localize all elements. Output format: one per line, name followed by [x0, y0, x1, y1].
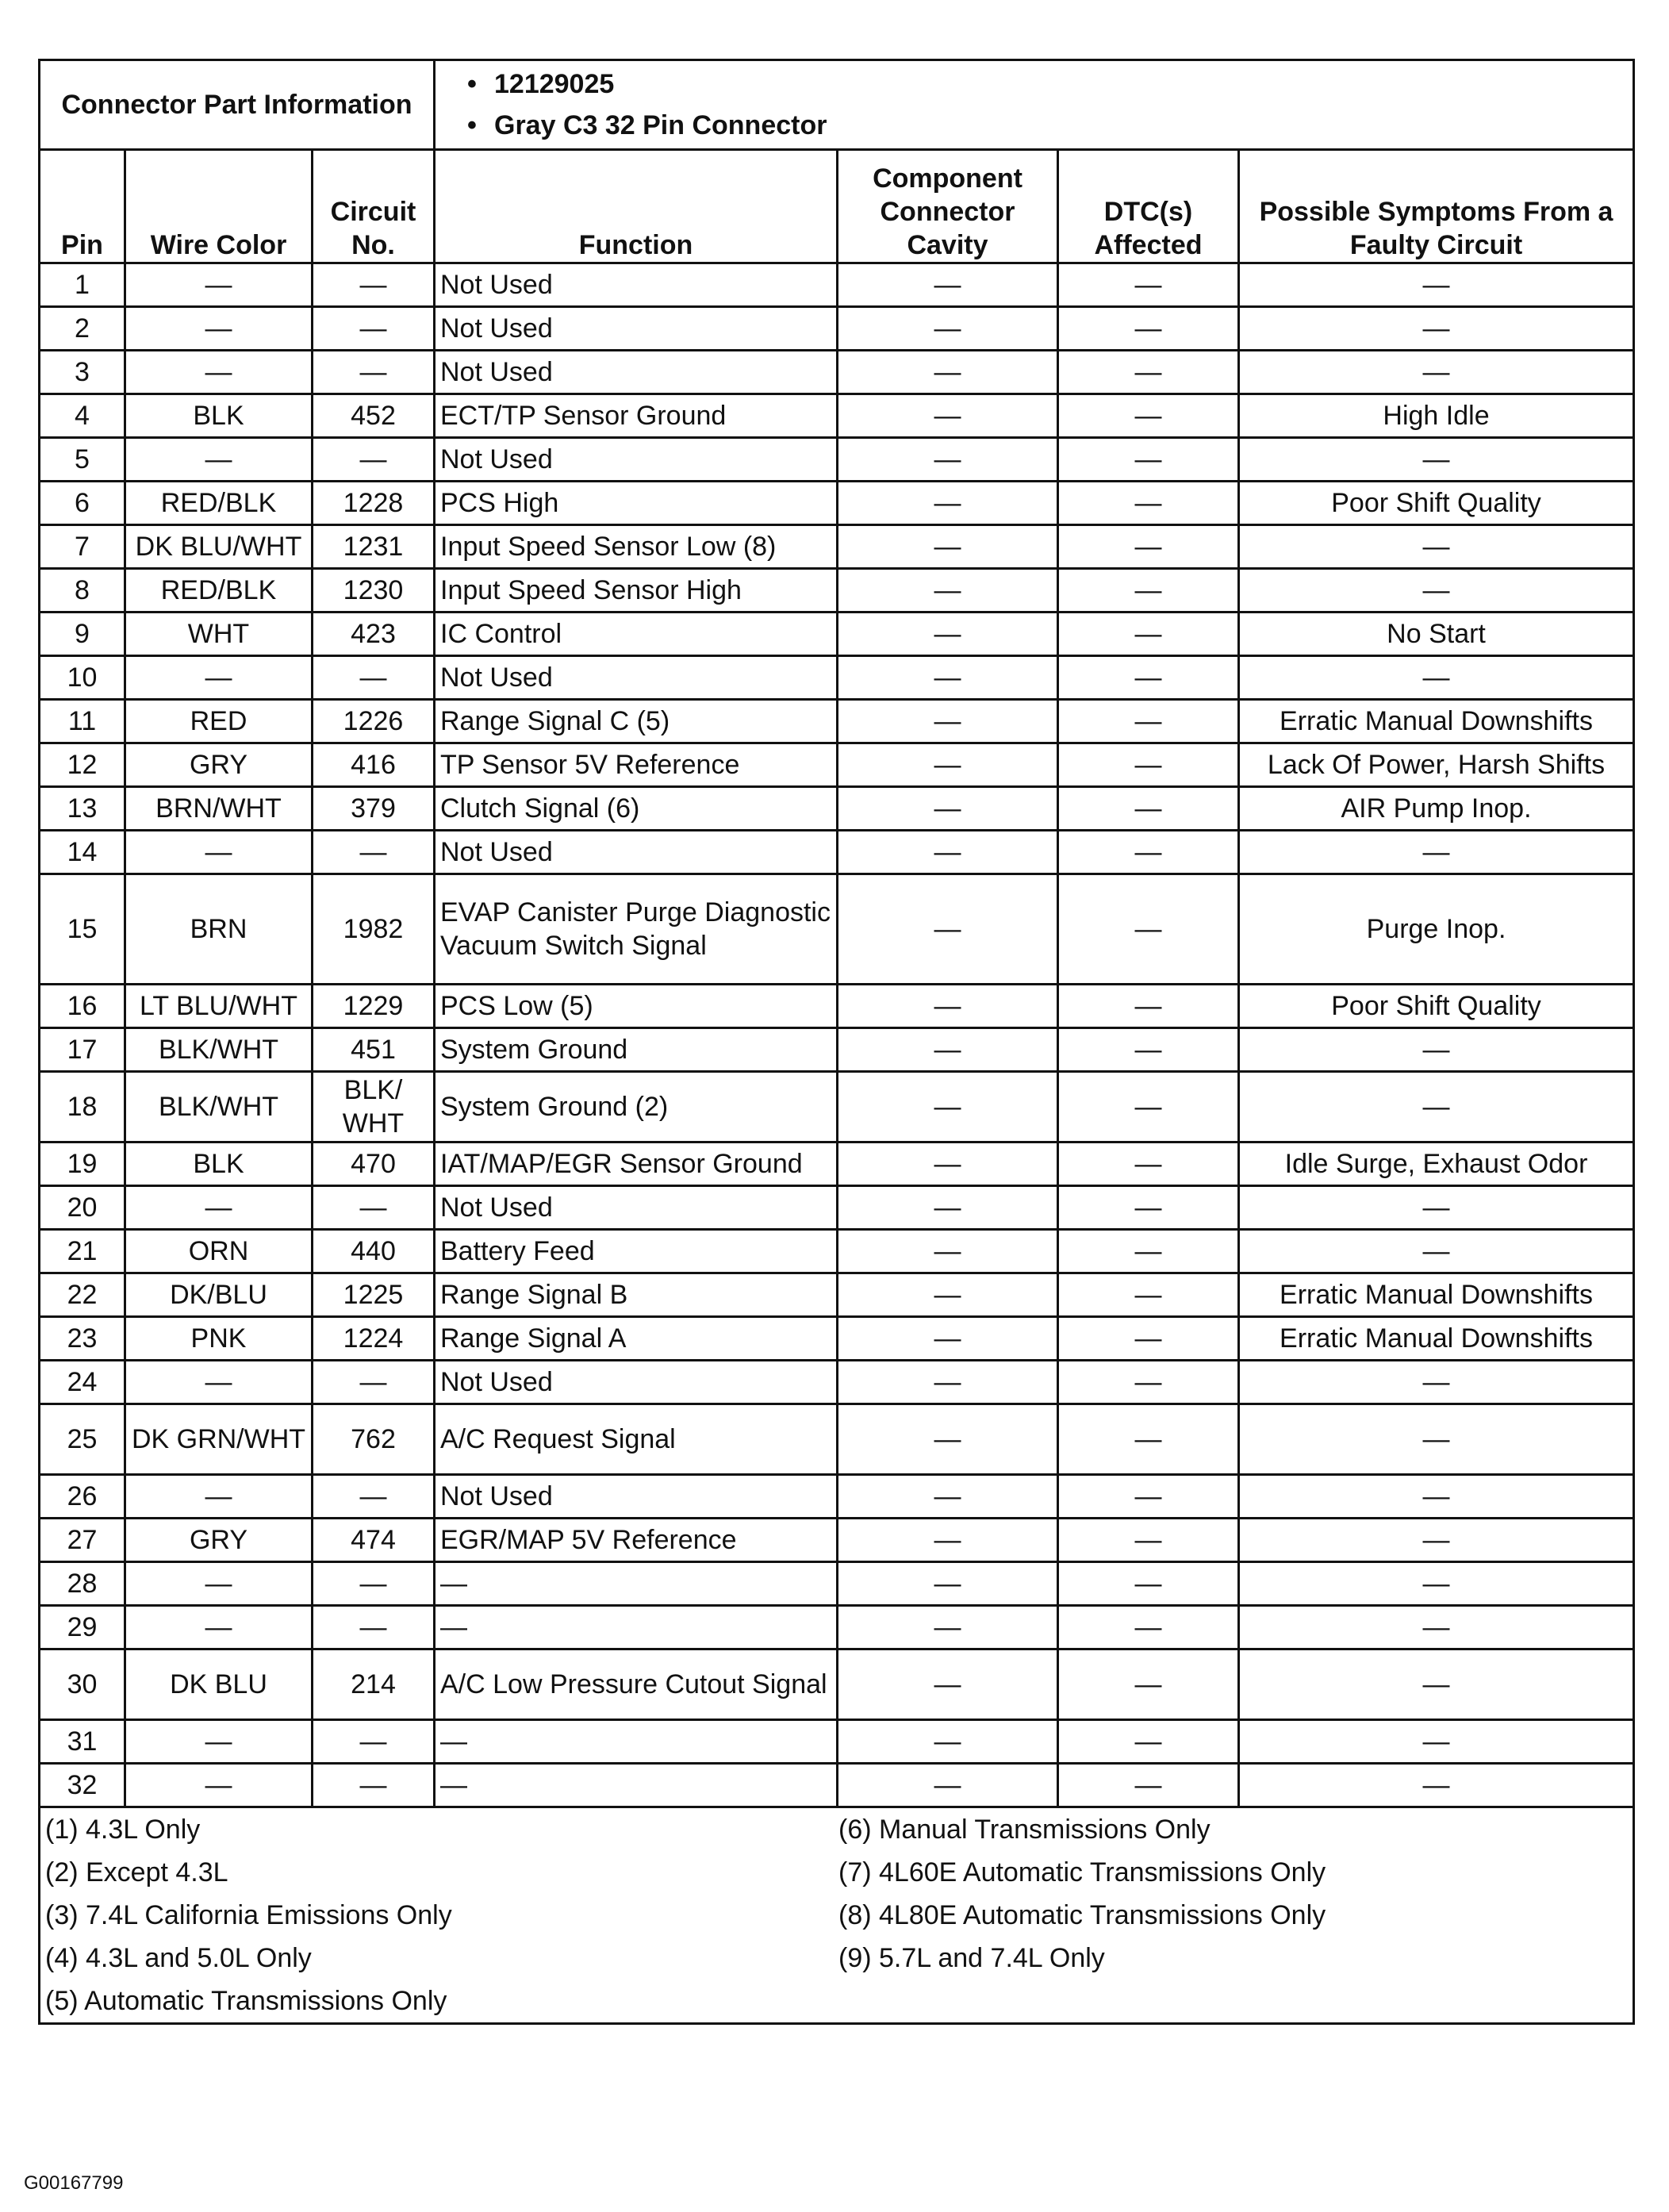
pin-cell: 6 — [40, 482, 125, 525]
dtc-cell: — — [1058, 1230, 1239, 1273]
cavity-cell: — — [838, 1606, 1058, 1649]
col-header-symptoms: Possible Symptoms From a Faulty Circuit — [1239, 150, 1634, 263]
function-cell: ECT/TP Sensor Ground — [435, 394, 838, 438]
function-cell: Battery Feed — [435, 1230, 838, 1273]
cavity-cell: — — [838, 1142, 1058, 1186]
table-row — [40, 438, 1634, 482]
function-cell: Range Signal A — [435, 1317, 838, 1361]
table-row — [40, 985, 1634, 1028]
circuit-no-cell: 1230 — [313, 569, 435, 613]
wire-color-cell: RED/BLK — [125, 569, 313, 613]
cavity-cell: — — [838, 1649, 1058, 1720]
symptom-cell: — — [1239, 569, 1634, 613]
table-row — [40, 831, 1634, 874]
cavity-cell: — — [838, 700, 1058, 743]
dtc-cell: — — [1058, 1317, 1239, 1361]
symptom-cell: — — [1239, 438, 1634, 482]
symptom-cell: — — [1239, 351, 1634, 394]
circuit-no-cell: 416 — [313, 743, 435, 787]
circuit-no-cell: 1226 — [313, 700, 435, 743]
dtc-cell: — — [1058, 1361, 1239, 1404]
circuit-no-cell: — — [313, 1764, 435, 1807]
part-info-label: Connector Part Information — [40, 60, 435, 150]
wire-color-cell: BLK/WHT — [125, 1072, 313, 1142]
pin-cell: 15 — [40, 874, 125, 985]
table-row — [40, 351, 1634, 394]
dtc-cell: — — [1058, 569, 1239, 613]
col-header-function: Function — [435, 150, 838, 263]
dtc-cell: — — [1058, 1764, 1239, 1807]
circuit-no-cell: — — [313, 831, 435, 874]
circuit-no-cell: 451 — [313, 1028, 435, 1072]
wire-color-cell: BLK — [125, 1142, 313, 1186]
circuit-no-cell: 1225 — [313, 1273, 435, 1317]
table-row — [40, 787, 1634, 831]
pin-cell: 5 — [40, 438, 125, 482]
function-cell: Not Used — [435, 656, 838, 700]
symptom-cell: — — [1239, 1230, 1634, 1273]
dtc-cell: — — [1058, 1186, 1239, 1230]
notes-left-column — [45, 1808, 838, 2022]
table-row — [40, 1317, 1634, 1361]
notes-cell — [40, 1807, 1634, 2024]
function-cell: IAT/MAP/EGR Sensor Ground — [435, 1142, 838, 1186]
pin-cell: 4 — [40, 394, 125, 438]
circuit-no-cell: — — [313, 307, 435, 351]
cavity-cell: — — [838, 1720, 1058, 1764]
cavity-cell: — — [838, 394, 1058, 438]
circuit-no-cell: — — [313, 1720, 435, 1764]
wire-color-cell: WHT — [125, 613, 313, 656]
dtc-cell: — — [1058, 525, 1239, 569]
symptom-cell: No Start — [1239, 613, 1634, 656]
cavity-cell: — — [838, 1519, 1058, 1562]
part-info-row — [40, 60, 1634, 150]
pin-cell: 24 — [40, 1361, 125, 1404]
pin-cell: 14 — [40, 831, 125, 874]
wire-color-cell: — — [125, 351, 313, 394]
table-row — [40, 263, 1634, 307]
function-cell: PCS Low (5) — [435, 985, 838, 1028]
function-cell: System Ground — [435, 1028, 838, 1072]
circuit-no-cell: 1231 — [313, 525, 435, 569]
function-cell: — — [435, 1562, 838, 1606]
pin-cell: 27 — [40, 1519, 125, 1562]
function-cell: Not Used — [435, 263, 838, 307]
symptom-cell: Idle Surge, Exhaust Odor — [1239, 1142, 1634, 1186]
wire-color-cell: RED — [125, 700, 313, 743]
function-cell: A/C Low Pressure Cutout Signal — [435, 1649, 838, 1720]
cavity-cell: — — [838, 263, 1058, 307]
cavity-cell: — — [838, 438, 1058, 482]
wire-color-cell: — — [125, 1186, 313, 1230]
function-cell: Input Speed Sensor Low (8) — [435, 525, 838, 569]
pin-cell: 1 — [40, 263, 125, 307]
dtc-cell: — — [1058, 1606, 1239, 1649]
table-row — [40, 1028, 1634, 1072]
function-cell: Input Speed Sensor High — [435, 569, 838, 613]
pin-cell: 32 — [40, 1764, 125, 1807]
pin-cell: 19 — [40, 1142, 125, 1186]
cavity-cell: — — [838, 1475, 1058, 1519]
cavity-cell: — — [838, 656, 1058, 700]
symptom-cell: — — [1239, 307, 1634, 351]
symptom-cell: — — [1239, 1404, 1634, 1475]
function-cell: EGR/MAP 5V Reference — [435, 1519, 838, 1562]
dtc-cell: — — [1058, 656, 1239, 700]
wire-color-cell: DK/BLU — [125, 1273, 313, 1317]
symptom-cell: Poor Shift Quality — [1239, 985, 1634, 1028]
wire-color-cell: — — [125, 307, 313, 351]
symptom-cell: — — [1239, 1186, 1634, 1230]
circuit-no-cell: 452 — [313, 394, 435, 438]
dtc-cell: — — [1058, 263, 1239, 307]
pin-cell: 31 — [40, 1720, 125, 1764]
dtc-cell: — — [1058, 1273, 1239, 1317]
pin-cell: 21 — [40, 1230, 125, 1273]
dtc-cell: — — [1058, 394, 1239, 438]
function-cell: Range Signal C (5) — [435, 700, 838, 743]
col-header-pin: Pin — [40, 150, 125, 263]
dtc-cell: — — [1058, 874, 1239, 985]
wire-color-cell: ORN — [125, 1230, 313, 1273]
function-cell: Not Used — [435, 1361, 838, 1404]
wire-color-cell: — — [125, 656, 313, 700]
table-row — [40, 700, 1634, 743]
pin-cell: 16 — [40, 985, 125, 1028]
circuit-no-cell: 440 — [313, 1230, 435, 1273]
function-cell: Clutch Signal (6) — [435, 787, 838, 831]
dtc-cell: — — [1058, 1404, 1239, 1475]
cavity-cell: — — [838, 787, 1058, 831]
symptom-cell: — — [1239, 1606, 1634, 1649]
note-item: (9) 5.7L and 7.4L Only — [838, 1943, 1105, 1973]
circuit-no-cell: — — [313, 263, 435, 307]
function-cell: — — [435, 1720, 838, 1764]
circuit-no-cell: — — [313, 1186, 435, 1230]
pin-cell: 28 — [40, 1562, 125, 1606]
dtc-cell: — — [1058, 351, 1239, 394]
function-cell: Not Used — [435, 1475, 838, 1519]
cavity-cell: — — [838, 1273, 1058, 1317]
function-cell: IC Control — [435, 613, 838, 656]
pin-cell: 30 — [40, 1649, 125, 1720]
symptom-cell: — — [1239, 1649, 1634, 1720]
col-header-cavity: Component Connector Cavity — [838, 150, 1058, 263]
cavity-cell: — — [838, 1361, 1058, 1404]
circuit-no-cell: 1228 — [313, 482, 435, 525]
table-row — [40, 743, 1634, 787]
table-row — [40, 1606, 1634, 1649]
wire-color-cell: BLK/WHT — [125, 1028, 313, 1072]
symptom-cell: — — [1239, 263, 1634, 307]
wire-color-cell: — — [125, 1475, 313, 1519]
note-item: (6) Manual Transmissions Only — [838, 1815, 1211, 1845]
table-row — [40, 1475, 1634, 1519]
table-row — [40, 874, 1634, 985]
table-row — [40, 656, 1634, 700]
cavity-cell: — — [838, 351, 1058, 394]
wire-color-cell: LT BLU/WHT — [125, 985, 313, 1028]
table-row — [40, 1072, 1634, 1142]
function-cell: Not Used — [435, 1186, 838, 1230]
symptom-cell: Purge Inop. — [1239, 874, 1634, 985]
function-cell: PCS High — [435, 482, 838, 525]
circuit-no-cell: — — [313, 351, 435, 394]
symptom-cell: — — [1239, 1475, 1634, 1519]
dtc-cell: — — [1058, 700, 1239, 743]
note-item: (7) 4L60E Automatic Transmissions Only — [838, 1857, 1326, 1887]
note-item: (4) 4.3L and 5.0L Only — [45, 1943, 312, 1973]
pin-cell: 10 — [40, 656, 125, 700]
cavity-cell: — — [838, 874, 1058, 985]
note-item: (5) Automatic Transmissions Only — [45, 1986, 447, 2016]
dtc-cell: — — [1058, 1519, 1239, 1562]
cavity-cell: — — [838, 569, 1058, 613]
wire-color-cell: BRN/WHT — [125, 787, 313, 831]
function-cell: Not Used — [435, 438, 838, 482]
circuit-no-cell: 1224 — [313, 1317, 435, 1361]
note-item: (3) 7.4L California Emissions Only — [45, 1900, 452, 1930]
circuit-no-cell: — — [313, 656, 435, 700]
notes-right-column — [838, 1808, 1624, 1980]
connector-description: • Gray C3 32 Pin Connector — [467, 105, 1628, 146]
wire-color-cell: — — [125, 1720, 313, 1764]
wire-color-cell: GRY — [125, 743, 313, 787]
table-row — [40, 1186, 1634, 1230]
wire-color-cell: PNK — [125, 1317, 313, 1361]
circuit-no-cell: 1982 — [313, 874, 435, 985]
symptom-cell: Erratic Manual Downshifts — [1239, 1317, 1634, 1361]
function-cell: A/C Request Signal — [435, 1404, 838, 1475]
symptom-cell: Poor Shift Quality — [1239, 482, 1634, 525]
pin-cell: 17 — [40, 1028, 125, 1072]
col-header-dtc: DTC(s) Affected — [1058, 150, 1239, 263]
symptom-cell: — — [1239, 656, 1634, 700]
symptom-cell: — — [1239, 1519, 1634, 1562]
pin-cell: 13 — [40, 787, 125, 831]
table-row — [40, 525, 1634, 569]
dtc-cell: — — [1058, 307, 1239, 351]
wire-color-cell: — — [125, 1764, 313, 1807]
dtc-cell: — — [1058, 1475, 1239, 1519]
dtc-cell: — — [1058, 1072, 1239, 1142]
cavity-cell: — — [838, 1230, 1058, 1273]
dtc-cell: — — [1058, 482, 1239, 525]
table-row — [40, 1404, 1634, 1475]
wire-color-cell: DK BLU — [125, 1649, 313, 1720]
dtc-cell: — — [1058, 787, 1239, 831]
circuit-no-cell: 1229 — [313, 985, 435, 1028]
circuit-no-cell: 474 — [313, 1519, 435, 1562]
symptom-cell: — — [1239, 1562, 1634, 1606]
connector-table — [38, 59, 1635, 2025]
symptom-cell: — — [1239, 525, 1634, 569]
circuit-no-cell: 379 — [313, 787, 435, 831]
part-info-list — [435, 60, 1634, 150]
pin-cell: 22 — [40, 1273, 125, 1317]
wire-color-cell: — — [125, 1562, 313, 1606]
pin-cell: 7 — [40, 525, 125, 569]
circuit-no-cell: 762 — [313, 1404, 435, 1475]
circuit-no-cell: — — [313, 438, 435, 482]
table-row — [40, 1649, 1634, 1720]
part-number: • 12129025 — [467, 63, 1628, 105]
table-row — [40, 1720, 1634, 1764]
function-cell: — — [435, 1606, 838, 1649]
note-item: (1) 4.3L Only — [45, 1815, 201, 1845]
circuit-no-cell: — — [313, 1361, 435, 1404]
circuit-no-cell: 423 — [313, 613, 435, 656]
symptom-cell: Erratic Manual Downshifts — [1239, 1273, 1634, 1317]
dtc-cell: — — [1058, 1562, 1239, 1606]
symptom-cell: Lack Of Power, Harsh Shifts — [1239, 743, 1634, 787]
cavity-cell: — — [838, 613, 1058, 656]
pin-cell: 23 — [40, 1317, 125, 1361]
symptom-cell: — — [1239, 1764, 1634, 1807]
function-cell: Not Used — [435, 831, 838, 874]
dtc-cell: — — [1058, 831, 1239, 874]
symptom-cell: — — [1239, 1361, 1634, 1404]
cavity-cell: — — [838, 1317, 1058, 1361]
pin-cell: 2 — [40, 307, 125, 351]
pin-cell: 26 — [40, 1475, 125, 1519]
table-row — [40, 394, 1634, 438]
circuit-no-cell: 470 — [313, 1142, 435, 1186]
table-row — [40, 1230, 1634, 1273]
symptom-cell: Erratic Manual Downshifts — [1239, 700, 1634, 743]
pin-cell: 11 — [40, 700, 125, 743]
pin-cell: 25 — [40, 1404, 125, 1475]
symptom-cell: High Idle — [1239, 394, 1634, 438]
wire-color-cell: — — [125, 438, 313, 482]
wire-color-cell: GRY — [125, 1519, 313, 1562]
wire-color-cell: — — [125, 263, 313, 307]
dtc-cell: — — [1058, 985, 1239, 1028]
pin-cell: 9 — [40, 613, 125, 656]
dtc-cell: — — [1058, 1649, 1239, 1720]
table-row — [40, 1142, 1634, 1186]
cavity-cell: — — [838, 1186, 1058, 1230]
circuit-no-cell: — — [313, 1562, 435, 1606]
function-cell: System Ground (2) — [435, 1072, 838, 1142]
wire-color-cell: RED/BLK — [125, 482, 313, 525]
pin-cell: 12 — [40, 743, 125, 787]
function-cell: Range Signal B — [435, 1273, 838, 1317]
note-item: (8) 4L80E Automatic Transmissions Only — [838, 1900, 1326, 1930]
notes-row — [40, 1807, 1634, 2024]
cavity-cell: — — [838, 307, 1058, 351]
note-item: (2) Except 4.3L — [45, 1857, 228, 1887]
function-cell: Not Used — [435, 307, 838, 351]
symptom-cell: AIR Pump Inop. — [1239, 787, 1634, 831]
table-row — [40, 307, 1634, 351]
cavity-cell: — — [838, 1562, 1058, 1606]
dtc-cell: — — [1058, 1720, 1239, 1764]
dtc-cell: — — [1058, 1028, 1239, 1072]
column-header-row — [40, 150, 1634, 263]
cavity-cell: — — [838, 1764, 1058, 1807]
table-row — [40, 569, 1634, 613]
table-row — [40, 613, 1634, 656]
cavity-cell: — — [838, 1028, 1058, 1072]
table-row — [40, 1273, 1634, 1317]
table-row — [40, 1519, 1634, 1562]
wire-color-cell: BRN — [125, 874, 313, 985]
table-row — [40, 482, 1634, 525]
table-row — [40, 1764, 1634, 1807]
pin-cell: 29 — [40, 1606, 125, 1649]
table-row — [40, 1562, 1634, 1606]
pin-cell: 18 — [40, 1072, 125, 1142]
dtc-cell: — — [1058, 613, 1239, 656]
cavity-cell: — — [838, 482, 1058, 525]
circuit-no-cell: — — [313, 1475, 435, 1519]
function-cell: TP Sensor 5V Reference — [435, 743, 838, 787]
pin-cell: 8 — [40, 569, 125, 613]
table-row — [40, 1361, 1634, 1404]
function-cell: — — [435, 1764, 838, 1807]
cavity-cell: — — [838, 1072, 1058, 1142]
dtc-cell: — — [1058, 1142, 1239, 1186]
col-header-circuit-no: Circuit No. — [313, 150, 435, 263]
wire-color-cell: DK BLU/WHT — [125, 525, 313, 569]
cavity-cell: — — [838, 985, 1058, 1028]
wire-color-cell: — — [125, 1606, 313, 1649]
col-header-wire-color: Wire Color — [125, 150, 313, 263]
circuit-no-cell: 214 — [313, 1649, 435, 1720]
figure-id: G00167799 — [24, 2172, 124, 2194]
wire-color-cell: — — [125, 831, 313, 874]
symptom-cell: — — [1239, 1720, 1634, 1764]
cavity-cell: — — [838, 831, 1058, 874]
circuit-no-cell: BLK/ WHT — [313, 1072, 435, 1142]
function-cell: Not Used — [435, 351, 838, 394]
dtc-cell: — — [1058, 438, 1239, 482]
wire-color-cell: BLK — [125, 394, 313, 438]
wire-color-cell: DK GRN/WHT — [125, 1404, 313, 1475]
circuit-no-cell: — — [313, 1606, 435, 1649]
connector-document — [38, 59, 1633, 2025]
function-cell: EVAP Canister Purge Diagnostic Vacuum Switch Signal — [435, 874, 838, 985]
dtc-cell: — — [1058, 743, 1239, 787]
symptom-cell: — — [1239, 1072, 1634, 1142]
pin-cell: 20 — [40, 1186, 125, 1230]
wire-color-cell: — — [125, 1361, 313, 1404]
symptom-cell: — — [1239, 831, 1634, 874]
pin-cell: 3 — [40, 351, 125, 394]
cavity-cell: — — [838, 1404, 1058, 1475]
cavity-cell: — — [838, 743, 1058, 787]
cavity-cell: — — [838, 525, 1058, 569]
symptom-cell: — — [1239, 1028, 1634, 1072]
